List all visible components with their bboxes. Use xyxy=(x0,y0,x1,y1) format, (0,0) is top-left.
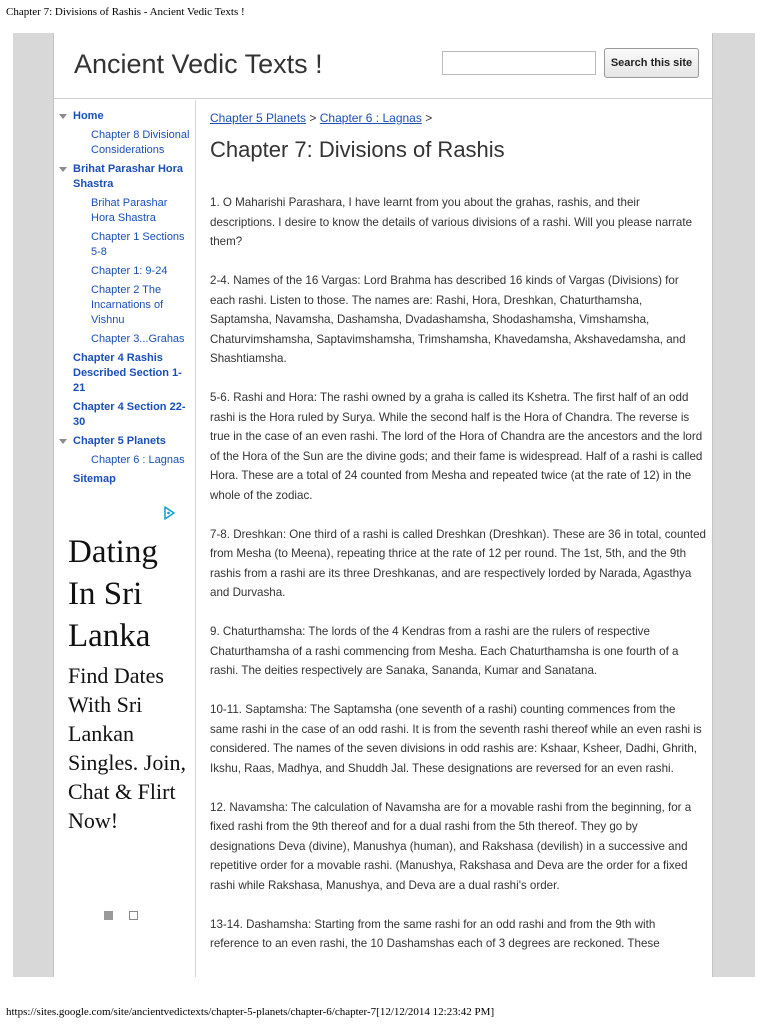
sidebar-nav xyxy=(54,100,195,487)
nav-link-bphs-sub[interactable]: Brihat Parashar Hora Shastra xyxy=(91,197,168,224)
expand-triangle-icon[interactable] xyxy=(59,439,67,444)
article-paragraph: 5-6. Rashi and Hora: The rashi owned by a graha is called its Kshetra. The first half of an odd rashi is the Hora ruled by Surya. While the second half is the Hora of Chandra. The reverse is true in the case of an even rashi. The lord of the Hora of Chandra are the ancestors and the lord of the Hora of the Sun are the divine gods; and their fame is widespread. Half of a rashi is called Hora. These are a total of 24 counted from Mesha and repeated twice (at the rate of 12) in the whole of the zodiac. xyxy=(210,391,703,502)
nav-item-chapter-2[interactable] xyxy=(54,283,195,328)
nav-item-chapter-1-sections[interactable] xyxy=(54,230,195,260)
nav-link-chapter-2[interactable]: Chapter 2 The Incarnations of Vishnu xyxy=(91,284,164,326)
ad-text[interactable] xyxy=(68,531,188,835)
site-header xyxy=(54,33,714,99)
search-button[interactable]: Search this site xyxy=(604,48,699,78)
nav-link-chapter-4[interactable]: Chapter 4 Rashis Described Section 1-21 xyxy=(73,352,182,394)
search-input[interactable] xyxy=(442,51,596,75)
article-paragraph: 10-11. Saptamsha: The Saptamsha (one seventh of a rashi) counting commences from the same rashi in the case of an odd rashi. It is from the seventh rashi thereof while an even rashi is considered. The names of the seven divisions in odd rashis are: Kshaar, Ksheer, Dadhi, Ghrith, Ikshu, Raas, Madhya, and Shuddh Jal. These designations are reversed for an even rashi. xyxy=(210,703,702,775)
ad-pager-square-filled[interactable] xyxy=(104,911,113,920)
adchoices-triangle-icon[interactable] xyxy=(161,505,177,521)
breadcrumb xyxy=(210,111,432,125)
article-paragraph: 13-14. Dashamsha: Starting from the same rashi for an odd rashi and from the 9th with reference to an even rashi, the 10 Dashamshas each of 3 degrees are reckoned. These xyxy=(210,917,660,950)
nav-link-chapter-4-22-30[interactable]: Chapter 4 Section 22-30 xyxy=(73,401,186,428)
breadcrumb-link-chapter-6[interactable]: Chapter 6 : Lagnas xyxy=(319,111,422,125)
ad-headline[interactable]: Dating In Sri Lanka xyxy=(68,534,158,654)
nav-item-chapter-4[interactable] xyxy=(54,351,195,396)
nav-item-chapter-4-22-30[interactable] xyxy=(54,400,195,430)
nav-item-chapter-3[interactable] xyxy=(54,332,195,347)
article-body xyxy=(210,193,706,973)
nav-item-bphs-sub[interactable] xyxy=(54,196,195,226)
breadcrumb-separator: > xyxy=(425,111,433,125)
article-paragraph: 1. O Maharishi Parashara, I have learnt from you about the grahas, rashis, and their descriptions. I desire to know the details of various divisions of a rashi. Will you please narrate them? xyxy=(210,196,693,248)
print-page-header: Chapter 7: Divisions of Rashis - Ancient Vedic Texts ! xyxy=(6,6,245,18)
nav-item-chapter-5[interactable] xyxy=(54,434,195,449)
page-title: Chapter 7: Divisions of Rashis xyxy=(210,137,505,162)
nav-link-sitemap[interactable]: Sitemap xyxy=(73,473,116,485)
nav-item-home[interactable] xyxy=(54,109,195,124)
breadcrumb-link-chapter-5[interactable]: Chapter 5 Planets xyxy=(210,111,307,125)
nav-link-chapter-5[interactable]: Chapter 5 Planets xyxy=(73,435,166,447)
nav-link-chapter-1-sections[interactable]: Chapter 1 Sections 5-8 xyxy=(91,231,185,258)
article-paragraph: 7-8. Dreshkan: One third of a rashi is called Dreshkan (Dreshkan). These are 36 in total, counted from Mesha (to Meena), repeating thrice at the rate of 12 per round. The 1st, 5th, and the 9th rashis from a rashi are its three Dreshkanas, and are respectively lorded by Narada, Agasthya and Durvasha. xyxy=(210,527,706,599)
nav-link-home[interactable]: Home xyxy=(73,110,104,122)
nav-link-chapter-1-9-24[interactable]: Chapter 1: 9-24 xyxy=(91,265,168,277)
nav-item-chapter-6[interactable] xyxy=(54,453,195,468)
nav-link-chapter-3[interactable]: Chapter 3...Grahas xyxy=(91,333,185,345)
nav-item-chapter-1-9-24[interactable] xyxy=(54,264,195,279)
nav-item-sitemap[interactable] xyxy=(54,472,195,487)
nav-link-chapter-8[interactable]: Chapter 8 Divisional Considerations xyxy=(91,129,190,156)
ad-body[interactable]: Find Dates With Sri Lankan Singles. Join, Chat & Flirt Now! xyxy=(68,663,186,833)
article-paragraph: 2-4. Names of the 16 Vargas: Lord Brahma has described 16 kinds of Vargas (Divisions) for each rashi. Listen to those. The names are: Rashi, Hora, Dreshkan, Chaturthamsha, Saptamsha, Navamsha, Dashamsha, Dvadashamsha, Shodashamsha, Vimshamsha, Chaturvimshamsha, Saptavimshamsha, Trimshamsha, Khavedamsha, Akshavedamsha, and Shashtiamsha. xyxy=(210,274,686,365)
nav-item-bphs[interactable] xyxy=(54,162,195,192)
sidebar xyxy=(54,100,196,977)
nav-item-chapter-8[interactable] xyxy=(54,128,195,158)
site-page xyxy=(53,33,713,977)
ad-banner[interactable] xyxy=(54,503,194,927)
expand-triangle-icon[interactable] xyxy=(59,114,67,119)
breadcrumb-separator: > xyxy=(309,111,317,125)
article-paragraph: 9. Chaturthamsha: The lords of the 4 Kendras from a rashi are the rulers of respective Chaturthamsha of a rashi commencing from Mesha. Each Chaturthamsha is one fourth of a rashi. The deities respectively are Sanaka, Sananda, Kumar and Sanatana. xyxy=(210,625,679,677)
article-paragraph: 12. Navamsha: The calculation of Navamsha are for a movable rashi from the beginning, for a fixed rashi from the 9th thereof and for a dual rashi from the 5th thereof. They go by designations Deva (divine), Manushya (human), and Rakshasa (devilish) in a successive and repetitive order for a movable rashi. (Manushya, Rakshasa and Deva are the order for a fixed rashi while Rakshasa, Manushya, and Deva are a dual rashi's order. xyxy=(210,800,692,892)
print-page-footer: https://sites.google.com/site/ancientvedictexts/chapter-5-planets/chapter-6/chapter-7[12/12/2014 12:23:42 PM] xyxy=(6,1006,495,1018)
nav-link-chapter-6[interactable]: Chapter 6 : Lagnas xyxy=(91,454,185,466)
nav-link-bphs[interactable]: Brihat Parashar Hora Shastra xyxy=(73,163,184,190)
ad-pager-square-empty[interactable] xyxy=(129,911,138,920)
expand-triangle-icon[interactable] xyxy=(59,167,67,172)
site-title[interactable]: Ancient Vedic Texts ! xyxy=(74,49,323,79)
